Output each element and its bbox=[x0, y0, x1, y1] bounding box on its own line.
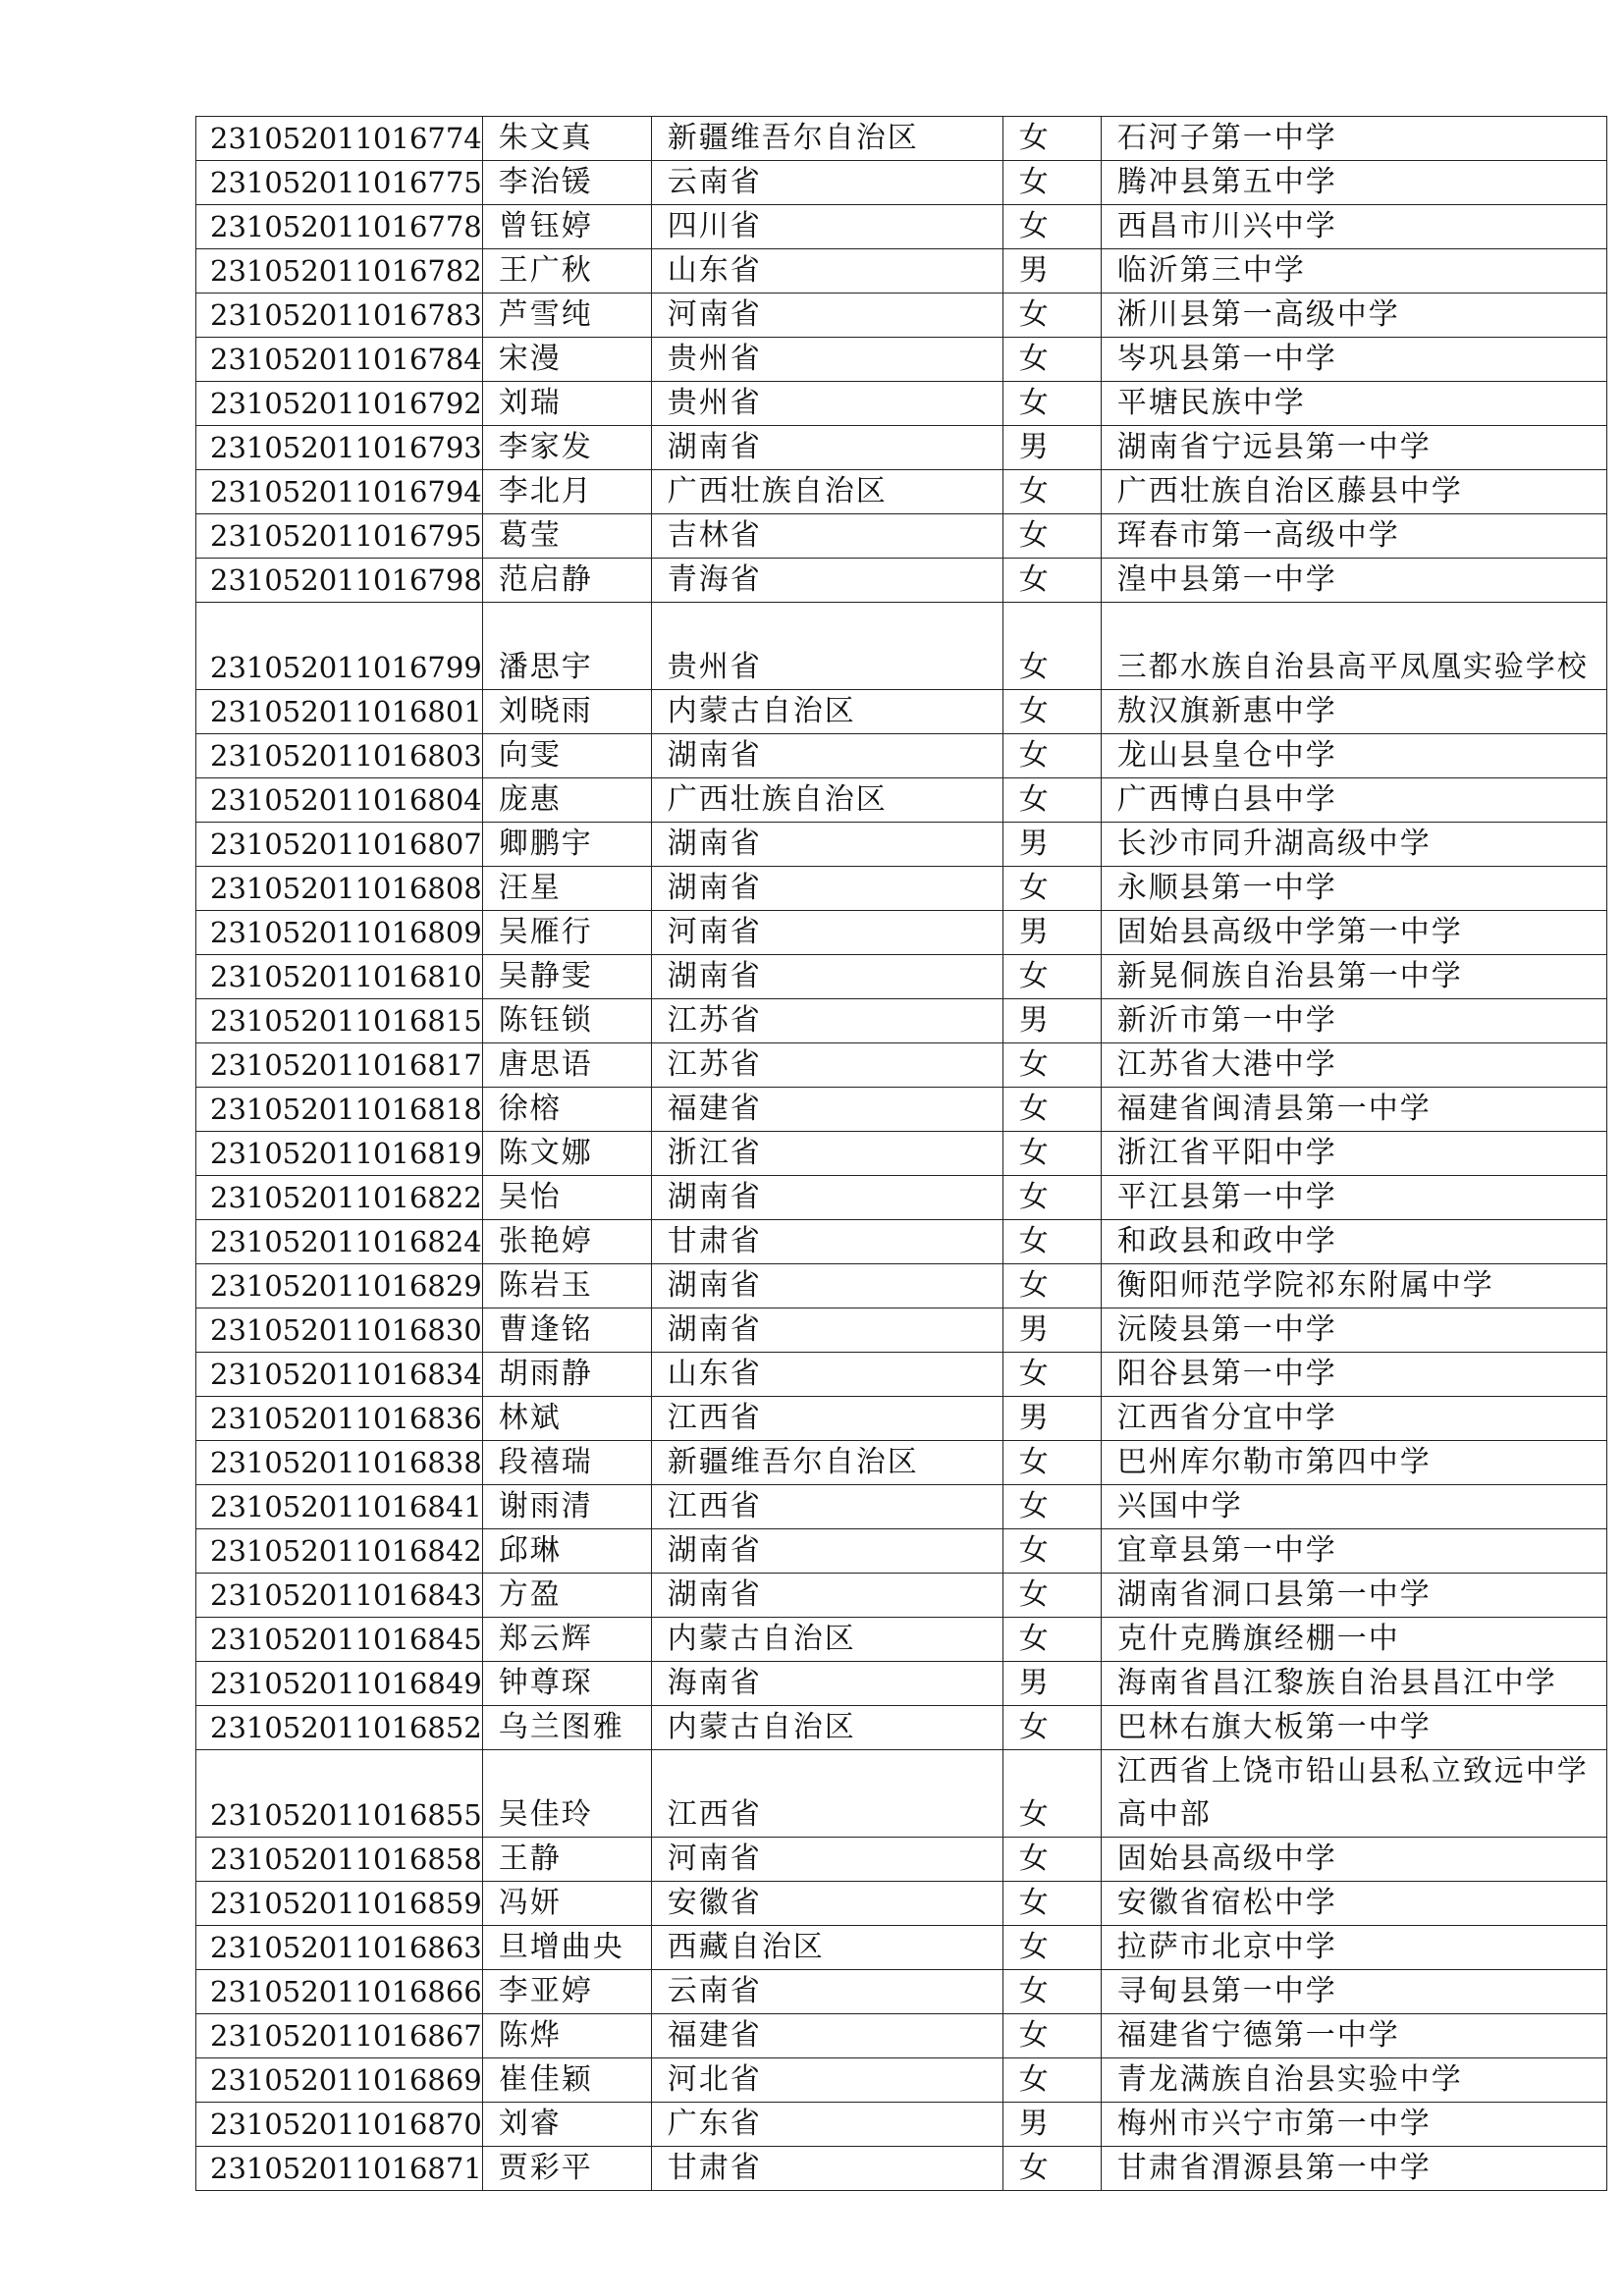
gender-cell: 女 bbox=[1002, 2058, 1101, 2103]
student-name-cell: 张艳婷 bbox=[482, 1220, 651, 1264]
province-cell: 海南省 bbox=[651, 1662, 1002, 1706]
province-cell: 湖南省 bbox=[651, 734, 1002, 778]
gender-cell: 女 bbox=[1002, 1088, 1101, 1132]
table-row bbox=[196, 514, 1607, 559]
school-cell: 寻甸县第一中学 bbox=[1101, 1970, 1606, 2014]
province-cell: 河北省 bbox=[651, 2058, 1002, 2103]
candidate-number-cell: 231052011016859 bbox=[196, 1882, 483, 1926]
school-cell: 新沂市第一中学 bbox=[1101, 999, 1606, 1043]
province-cell: 新疆维吾尔自治区 bbox=[651, 117, 1002, 161]
school-cell: 岑巩县第一中学 bbox=[1101, 338, 1606, 382]
school-cell: 广西壮族自治区藤县中学 bbox=[1101, 470, 1606, 514]
student-name-cell: 李亚婷 bbox=[482, 1970, 651, 2014]
table-row bbox=[196, 999, 1607, 1043]
school-cell: 福建省宁德第一中学 bbox=[1101, 2014, 1606, 2058]
candidate-number-cell: 231052011016808 bbox=[196, 867, 483, 911]
student-name-cell: 方盈 bbox=[482, 1574, 651, 1618]
school-cell: 江西省上饶市铅山县私立致远中学高中部 bbox=[1101, 1750, 1606, 1838]
table-row bbox=[196, 1529, 1607, 1574]
school-cell: 西昌市川兴中学 bbox=[1101, 205, 1606, 249]
school-cell: 拉萨市北京中学 bbox=[1101, 1926, 1606, 1970]
school-cell: 湖南省洞口县第一中学 bbox=[1101, 1574, 1606, 1618]
candidate-number-cell: 231052011016810 bbox=[196, 955, 483, 999]
province-cell: 江西省 bbox=[651, 1750, 1002, 1838]
table-row bbox=[196, 1176, 1607, 1220]
candidate-number-cell: 231052011016866 bbox=[196, 1970, 483, 2014]
student-name-cell: 卿鹏宇 bbox=[482, 823, 651, 867]
candidate-number-cell: 231052011016783 bbox=[196, 294, 483, 338]
gender-cell: 女 bbox=[1002, 734, 1101, 778]
school-cell: 衡阳师范学院祁东附属中学 bbox=[1101, 1264, 1606, 1308]
candidate-number-cell: 231052011016842 bbox=[196, 1529, 483, 1574]
candidate-number-cell: 231052011016809 bbox=[196, 911, 483, 955]
student-name-cell: 陈烨 bbox=[482, 2014, 651, 2058]
student-name-cell: 邱琳 bbox=[482, 1529, 651, 1574]
table-row bbox=[196, 1397, 1607, 1441]
student-name-cell: 刘晓雨 bbox=[482, 690, 651, 734]
province-cell: 江苏省 bbox=[651, 1043, 1002, 1088]
student-name-cell: 胡雨静 bbox=[482, 1353, 651, 1397]
province-cell: 山东省 bbox=[651, 1353, 1002, 1397]
student-name-cell: 旦增曲央 bbox=[482, 1926, 651, 1970]
table-row bbox=[196, 1264, 1607, 1308]
student-name-cell: 冯妍 bbox=[482, 1882, 651, 1926]
province-cell: 河南省 bbox=[651, 911, 1002, 955]
candidate-number-cell: 231052011016793 bbox=[196, 426, 483, 470]
student-name-cell: 吴雁行 bbox=[482, 911, 651, 955]
candidate-number-cell: 231052011016807 bbox=[196, 823, 483, 867]
school-cell: 三都水族自治县高平凤凰实验学校 bbox=[1101, 603, 1606, 690]
province-cell: 河南省 bbox=[651, 294, 1002, 338]
province-cell: 浙江省 bbox=[651, 1132, 1002, 1176]
table-row bbox=[196, 205, 1607, 249]
candidate-number-cell: 231052011016824 bbox=[196, 1220, 483, 1264]
gender-cell: 女 bbox=[1002, 1970, 1101, 2014]
candidate-number-cell: 231052011016836 bbox=[196, 1397, 483, 1441]
candidate-number-cell: 231052011016871 bbox=[196, 2147, 483, 2191]
candidate-number-cell: 231052011016867 bbox=[196, 2014, 483, 2058]
school-cell: 广西博白县中学 bbox=[1101, 778, 1606, 823]
gender-cell: 女 bbox=[1002, 2147, 1101, 2191]
province-cell: 贵州省 bbox=[651, 382, 1002, 426]
province-cell: 江西省 bbox=[651, 1485, 1002, 1529]
province-cell: 内蒙古自治区 bbox=[651, 1618, 1002, 1662]
gender-cell: 女 bbox=[1002, 603, 1101, 690]
student-name-cell: 向雯 bbox=[482, 734, 651, 778]
school-cell: 和政县和政中学 bbox=[1101, 1220, 1606, 1264]
candidate-number-cell: 231052011016870 bbox=[196, 2103, 483, 2147]
student-name-cell: 唐思语 bbox=[482, 1043, 651, 1088]
candidate-number-cell: 231052011016819 bbox=[196, 1132, 483, 1176]
school-cell: 安徽省宿松中学 bbox=[1101, 1882, 1606, 1926]
candidate-number-cell: 231052011016801 bbox=[196, 690, 483, 734]
candidate-number-cell: 231052011016849 bbox=[196, 1662, 483, 1706]
table-row bbox=[196, 734, 1607, 778]
province-cell: 四川省 bbox=[651, 205, 1002, 249]
student-name-cell: 徐榕 bbox=[482, 1088, 651, 1132]
table-row bbox=[196, 338, 1607, 382]
school-cell: 沅陵县第一中学 bbox=[1101, 1308, 1606, 1353]
student-name-cell: 郑云辉 bbox=[482, 1618, 651, 1662]
province-cell: 福建省 bbox=[651, 2014, 1002, 2058]
candidate-number-cell: 231052011016830 bbox=[196, 1308, 483, 1353]
candidate-number-cell: 231052011016798 bbox=[196, 559, 483, 603]
candidate-number-cell: 231052011016817 bbox=[196, 1043, 483, 1088]
gender-cell: 女 bbox=[1002, 338, 1101, 382]
gender-cell: 女 bbox=[1002, 161, 1101, 205]
student-name-cell: 陈钰锁 bbox=[482, 999, 651, 1043]
gender-cell: 男 bbox=[1002, 2103, 1101, 2147]
candidate-number-cell: 231052011016803 bbox=[196, 734, 483, 778]
student-name-cell: 谢雨清 bbox=[482, 1485, 651, 1529]
school-cell: 湟中县第一中学 bbox=[1101, 559, 1606, 603]
candidate-number-cell: 231052011016804 bbox=[196, 778, 483, 823]
school-cell: 梅州市兴宁市第一中学 bbox=[1101, 2103, 1606, 2147]
school-cell: 甘肃省渭源县第一中学 bbox=[1101, 2147, 1606, 2191]
table-row bbox=[196, 911, 1607, 955]
table-row bbox=[196, 2014, 1607, 2058]
student-name-cell: 段禧瑞 bbox=[482, 1441, 651, 1485]
student-name-cell: 钟尊琛 bbox=[482, 1662, 651, 1706]
candidate-number-cell: 231052011016834 bbox=[196, 1353, 483, 1397]
school-cell: 临沂第三中学 bbox=[1101, 249, 1606, 294]
table-row bbox=[196, 1838, 1607, 1882]
province-cell: 吉林省 bbox=[651, 514, 1002, 559]
school-cell: 长沙市同升湖高级中学 bbox=[1101, 823, 1606, 867]
table-row bbox=[196, 2147, 1607, 2191]
table-row bbox=[196, 1882, 1607, 1926]
school-cell: 淅川县第一高级中学 bbox=[1101, 294, 1606, 338]
province-cell: 湖南省 bbox=[651, 1264, 1002, 1308]
student-name-cell: 陈岩玉 bbox=[482, 1264, 651, 1308]
gender-cell: 男 bbox=[1002, 911, 1101, 955]
school-cell: 固始县高级中学第一中学 bbox=[1101, 911, 1606, 955]
province-cell: 内蒙古自治区 bbox=[651, 690, 1002, 734]
gender-cell: 女 bbox=[1002, 117, 1101, 161]
school-cell: 珲春市第一高级中学 bbox=[1101, 514, 1606, 559]
table-row bbox=[196, 955, 1607, 999]
gender-cell: 女 bbox=[1002, 2014, 1101, 2058]
student-name-cell: 王广秋 bbox=[482, 249, 651, 294]
student-name-cell: 乌兰图雅 bbox=[482, 1706, 651, 1750]
school-cell: 湖南省宁远县第一中学 bbox=[1101, 426, 1606, 470]
student-name-cell: 刘瑞 bbox=[482, 382, 651, 426]
student-name-cell: 潘思宇 bbox=[482, 603, 651, 690]
table-row bbox=[196, 690, 1607, 734]
province-cell: 安徽省 bbox=[651, 1882, 1002, 1926]
candidate-number-cell: 231052011016855 bbox=[196, 1750, 483, 1838]
gender-cell: 女 bbox=[1002, 514, 1101, 559]
candidate-number-cell: 231052011016794 bbox=[196, 470, 483, 514]
school-cell: 青龙满族自治县实验中学 bbox=[1101, 2058, 1606, 2103]
table-row bbox=[196, 117, 1607, 161]
school-cell: 腾冲县第五中学 bbox=[1101, 161, 1606, 205]
province-cell: 湖南省 bbox=[651, 823, 1002, 867]
table-row bbox=[196, 1485, 1607, 1529]
gender-cell: 女 bbox=[1002, 1706, 1101, 1750]
table-row bbox=[196, 867, 1607, 911]
candidate-number-cell: 231052011016795 bbox=[196, 514, 483, 559]
gender-cell: 男 bbox=[1002, 426, 1101, 470]
table-row bbox=[196, 249, 1607, 294]
province-cell: 广西壮族自治区 bbox=[651, 778, 1002, 823]
student-name-cell: 刘睿 bbox=[482, 2103, 651, 2147]
school-cell: 新晃侗族自治县第一中学 bbox=[1101, 955, 1606, 999]
table-row bbox=[196, 1926, 1607, 1970]
table-row bbox=[196, 1574, 1607, 1618]
school-cell: 巴州库尔勒市第四中学 bbox=[1101, 1441, 1606, 1485]
candidate-number-cell: 231052011016858 bbox=[196, 1838, 483, 1882]
candidate-number-cell: 231052011016852 bbox=[196, 1706, 483, 1750]
student-name-cell: 李北月 bbox=[482, 470, 651, 514]
province-cell: 云南省 bbox=[651, 161, 1002, 205]
table-row bbox=[196, 470, 1607, 514]
school-cell: 江西省分宜中学 bbox=[1101, 1397, 1606, 1441]
candidate-number-cell: 231052011016838 bbox=[196, 1441, 483, 1485]
province-cell: 甘肃省 bbox=[651, 1220, 1002, 1264]
gender-cell: 女 bbox=[1002, 559, 1101, 603]
candidate-number-cell: 231052011016845 bbox=[196, 1618, 483, 1662]
gender-cell: 女 bbox=[1002, 1750, 1101, 1838]
table-row bbox=[196, 1618, 1607, 1662]
gender-cell: 女 bbox=[1002, 1574, 1101, 1618]
province-cell: 湖南省 bbox=[651, 1574, 1002, 1618]
table-row bbox=[196, 294, 1607, 338]
gender-cell: 女 bbox=[1002, 1529, 1101, 1574]
province-cell: 福建省 bbox=[651, 1088, 1002, 1132]
student-name-cell: 林斌 bbox=[482, 1397, 651, 1441]
candidate-number-cell: 231052011016863 bbox=[196, 1926, 483, 1970]
school-cell: 浙江省平阳中学 bbox=[1101, 1132, 1606, 1176]
candidate-number-cell: 231052011016782 bbox=[196, 249, 483, 294]
gender-cell: 男 bbox=[1002, 1662, 1101, 1706]
province-cell: 云南省 bbox=[651, 1970, 1002, 2014]
school-cell: 兴国中学 bbox=[1101, 1485, 1606, 1529]
candidate-number-cell: 231052011016799 bbox=[196, 603, 483, 690]
gender-cell: 女 bbox=[1002, 1264, 1101, 1308]
province-cell: 甘肃省 bbox=[651, 2147, 1002, 2191]
province-cell: 广西壮族自治区 bbox=[651, 470, 1002, 514]
gender-cell: 女 bbox=[1002, 1220, 1101, 1264]
gender-cell: 女 bbox=[1002, 1838, 1101, 1882]
gender-cell: 女 bbox=[1002, 1132, 1101, 1176]
gender-cell: 女 bbox=[1002, 1618, 1101, 1662]
table-row bbox=[196, 823, 1607, 867]
gender-cell: 男 bbox=[1002, 823, 1101, 867]
province-cell: 湖南省 bbox=[651, 867, 1002, 911]
school-cell: 永顺县第一中学 bbox=[1101, 867, 1606, 911]
student-name-cell: 吴佳玲 bbox=[482, 1750, 651, 1838]
gender-cell: 女 bbox=[1002, 294, 1101, 338]
table-row bbox=[196, 1220, 1607, 1264]
table-row bbox=[196, 1353, 1607, 1397]
candidate-number-cell: 231052011016774 bbox=[196, 117, 483, 161]
student-name-cell: 庞惠 bbox=[482, 778, 651, 823]
school-cell: 平塘民族中学 bbox=[1101, 382, 1606, 426]
school-cell: 固始县高级中学 bbox=[1101, 1838, 1606, 1882]
school-cell: 龙山县皇仓中学 bbox=[1101, 734, 1606, 778]
school-cell: 石河子第一中学 bbox=[1101, 117, 1606, 161]
table-row bbox=[196, 1706, 1607, 1750]
school-cell: 敖汉旗新惠中学 bbox=[1101, 690, 1606, 734]
student-name-cell: 葛莹 bbox=[482, 514, 651, 559]
candidate-number-cell: 231052011016815 bbox=[196, 999, 483, 1043]
student-name-cell: 吴静雯 bbox=[482, 955, 651, 999]
table-row bbox=[196, 1750, 1607, 1838]
gender-cell: 女 bbox=[1002, 778, 1101, 823]
table-row bbox=[196, 778, 1607, 823]
candidate-number-cell: 231052011016778 bbox=[196, 205, 483, 249]
gender-cell: 女 bbox=[1002, 1441, 1101, 1485]
table-row bbox=[196, 1970, 1607, 2014]
candidate-number-cell: 231052011016829 bbox=[196, 1264, 483, 1308]
province-cell: 青海省 bbox=[651, 559, 1002, 603]
table-row bbox=[196, 161, 1607, 205]
candidate-number-cell: 231052011016869 bbox=[196, 2058, 483, 2103]
student-name-cell: 贾彩平 bbox=[482, 2147, 651, 2191]
table-row bbox=[196, 2103, 1607, 2147]
student-name-cell: 曹逢铭 bbox=[482, 1308, 651, 1353]
gender-cell: 女 bbox=[1002, 1353, 1101, 1397]
student-name-cell: 王静 bbox=[482, 1838, 651, 1882]
province-cell: 湖南省 bbox=[651, 1308, 1002, 1353]
table-row bbox=[196, 1088, 1607, 1132]
province-cell: 湖南省 bbox=[651, 1529, 1002, 1574]
gender-cell: 女 bbox=[1002, 690, 1101, 734]
school-cell: 克什克腾旗经棚一中 bbox=[1101, 1618, 1606, 1662]
gender-cell: 男 bbox=[1002, 999, 1101, 1043]
student-name-cell: 芦雪纯 bbox=[482, 294, 651, 338]
province-cell: 江西省 bbox=[651, 1397, 1002, 1441]
province-cell: 湖南省 bbox=[651, 1176, 1002, 1220]
province-cell: 山东省 bbox=[651, 249, 1002, 294]
student-name-cell: 陈文娜 bbox=[482, 1132, 651, 1176]
student-name-cell: 吴怡 bbox=[482, 1176, 651, 1220]
province-cell: 广东省 bbox=[651, 2103, 1002, 2147]
student-list-table bbox=[195, 116, 1607, 2191]
table-row bbox=[196, 2058, 1607, 2103]
gender-cell: 女 bbox=[1002, 955, 1101, 999]
province-cell: 湖南省 bbox=[651, 426, 1002, 470]
student-name-cell: 崔佳颖 bbox=[482, 2058, 651, 2103]
candidate-number-cell: 231052011016843 bbox=[196, 1574, 483, 1618]
province-cell: 内蒙古自治区 bbox=[651, 1706, 1002, 1750]
gender-cell: 女 bbox=[1002, 382, 1101, 426]
table-row bbox=[196, 1662, 1607, 1706]
gender-cell: 男 bbox=[1002, 1308, 1101, 1353]
school-cell: 海南省昌江黎族自治县昌江中学 bbox=[1101, 1662, 1606, 1706]
table-row bbox=[196, 1132, 1607, 1176]
school-cell: 阳谷县第一中学 bbox=[1101, 1353, 1606, 1397]
candidate-number-cell: 231052011016775 bbox=[196, 161, 483, 205]
student-name-cell: 朱文真 bbox=[482, 117, 651, 161]
province-cell: 贵州省 bbox=[651, 603, 1002, 690]
gender-cell: 男 bbox=[1002, 249, 1101, 294]
gender-cell: 女 bbox=[1002, 1882, 1101, 1926]
gender-cell: 女 bbox=[1002, 1176, 1101, 1220]
school-cell: 福建省闽清县第一中学 bbox=[1101, 1088, 1606, 1132]
student-name-cell: 宋漫 bbox=[482, 338, 651, 382]
candidate-number-cell: 231052011016818 bbox=[196, 1088, 483, 1132]
gender-cell: 女 bbox=[1002, 867, 1101, 911]
school-cell: 巴林右旗大板第一中学 bbox=[1101, 1706, 1606, 1750]
gender-cell: 女 bbox=[1002, 1926, 1101, 1970]
gender-cell: 女 bbox=[1002, 470, 1101, 514]
student-name-cell: 范启静 bbox=[482, 559, 651, 603]
candidate-number-cell: 231052011016822 bbox=[196, 1176, 483, 1220]
table-row bbox=[196, 382, 1607, 426]
gender-cell: 女 bbox=[1002, 1485, 1101, 1529]
province-cell: 西藏自治区 bbox=[651, 1926, 1002, 1970]
student-name-cell: 曾钰婷 bbox=[482, 205, 651, 249]
table-row bbox=[196, 559, 1607, 603]
table-body bbox=[196, 117, 1607, 2191]
candidate-number-cell: 231052011016792 bbox=[196, 382, 483, 426]
province-cell: 江苏省 bbox=[651, 999, 1002, 1043]
province-cell: 新疆维吾尔自治区 bbox=[651, 1441, 1002, 1485]
school-cell: 平江县第一中学 bbox=[1101, 1176, 1606, 1220]
gender-cell: 女 bbox=[1002, 205, 1101, 249]
candidate-number-cell: 231052011016784 bbox=[196, 338, 483, 382]
table-row bbox=[196, 1043, 1607, 1088]
gender-cell: 女 bbox=[1002, 1043, 1101, 1088]
student-name-cell: 李治锾 bbox=[482, 161, 651, 205]
province-cell: 河南省 bbox=[651, 1838, 1002, 1882]
school-cell: 宜章县第一中学 bbox=[1101, 1529, 1606, 1574]
table-row bbox=[196, 1308, 1607, 1353]
gender-cell: 男 bbox=[1002, 1397, 1101, 1441]
province-cell: 湖南省 bbox=[651, 955, 1002, 999]
table-row bbox=[196, 603, 1607, 690]
table-row bbox=[196, 426, 1607, 470]
school-cell: 江苏省大港中学 bbox=[1101, 1043, 1606, 1088]
student-name-cell: 汪星 bbox=[482, 867, 651, 911]
candidate-number-cell: 231052011016841 bbox=[196, 1485, 483, 1529]
student-name-cell: 李家发 bbox=[482, 426, 651, 470]
province-cell: 贵州省 bbox=[651, 338, 1002, 382]
table-row bbox=[196, 1441, 1607, 1485]
